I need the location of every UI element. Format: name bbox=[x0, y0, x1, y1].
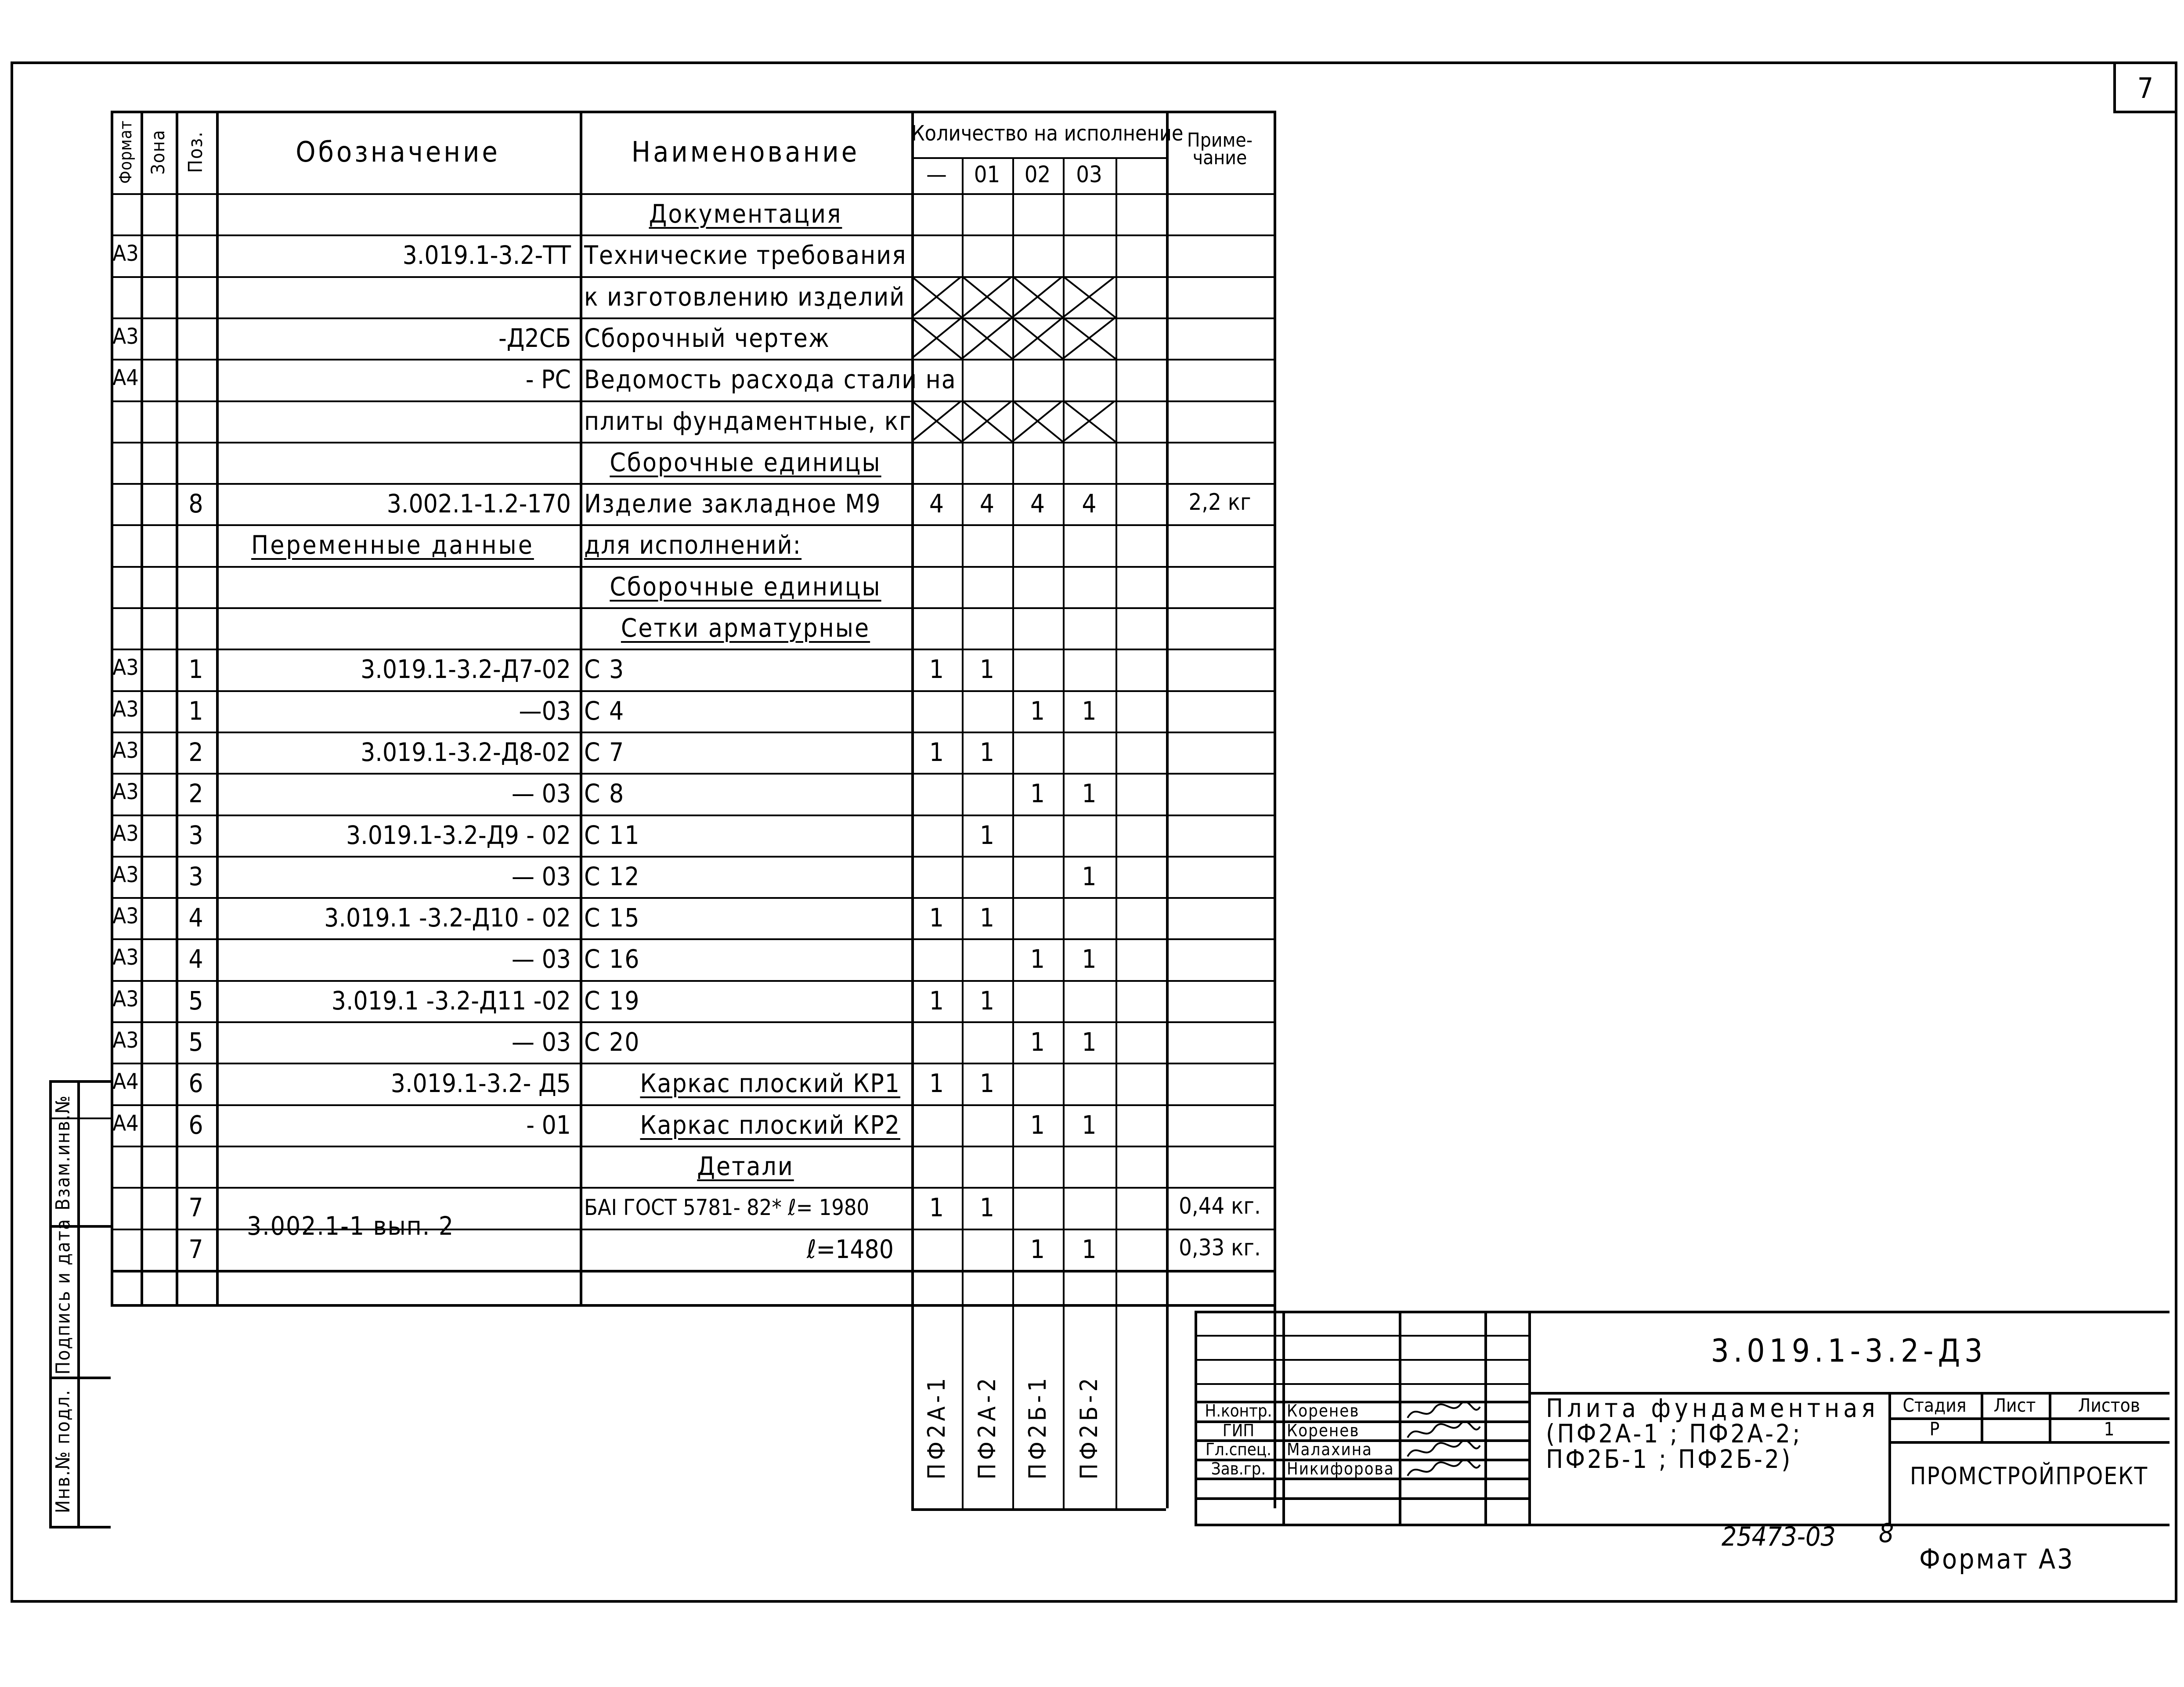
title-block-line bbox=[1399, 1311, 1401, 1524]
title-block-line bbox=[1484, 1311, 1487, 1524]
cell-pos: 1 bbox=[188, 696, 203, 726]
cell-name: для исполнений: bbox=[584, 530, 802, 560]
cell-note: 0,44 кг. bbox=[1179, 1193, 1261, 1219]
qty-header-divider bbox=[911, 157, 1166, 159]
table-column-line bbox=[141, 111, 143, 1304]
cell-pos: 6 bbox=[188, 1068, 203, 1098]
cell-name: Каркас плоский КР2 bbox=[640, 1110, 900, 1140]
table-row-line bbox=[111, 938, 1274, 940]
header-pos: Поз. bbox=[184, 131, 207, 173]
cross-out-mark bbox=[911, 317, 962, 359]
signer-name: Коренев bbox=[1287, 1401, 1360, 1420]
sheets-value: 1 bbox=[2104, 1418, 2115, 1440]
cell-designation: 3.019.1 -3.2-Д10 - 02 bbox=[324, 903, 571, 933]
header-quantity: Количество на исполнение bbox=[911, 121, 1184, 146]
side-stamp-line bbox=[77, 1080, 80, 1526]
side-stamp-label: Инв.№ подл. bbox=[52, 1389, 74, 1514]
side-stamp-label: Подпись и дата bbox=[52, 1218, 74, 1374]
cell-qty: 1 bbox=[979, 986, 995, 1016]
stage-label: Стадия bbox=[1902, 1395, 1967, 1416]
cell-pos: 5 bbox=[188, 986, 203, 1016]
cell-pos: 2 bbox=[188, 737, 203, 767]
cross-out-mark bbox=[1063, 276, 1115, 317]
header-designation: Обозначение bbox=[296, 136, 500, 169]
cell-qty: 1 bbox=[929, 903, 944, 933]
cell-name: С 4 bbox=[584, 696, 625, 726]
cell-name: Детали bbox=[697, 1151, 794, 1181]
variant-block-bottom bbox=[911, 1508, 1166, 1511]
cell-format: А4 bbox=[112, 1069, 139, 1094]
cell-qty: 4 bbox=[929, 489, 944, 519]
cell-designation: 3.019.1-3.2-ТТ bbox=[402, 240, 571, 270]
signature-mark bbox=[1403, 1456, 1482, 1482]
table-bottom-border bbox=[111, 1304, 1274, 1307]
side-stamp-line bbox=[49, 1526, 111, 1528]
header-note: Приме- чание bbox=[1187, 129, 1253, 169]
variant-label: ПФ2А-1 bbox=[922, 1374, 950, 1480]
table-row-line bbox=[111, 524, 1274, 526]
header-name: Наименование bbox=[631, 136, 860, 169]
cross-out-mark bbox=[1012, 276, 1063, 317]
cell-qty: 1 bbox=[1030, 696, 1045, 726]
cell-format: А3 bbox=[112, 944, 139, 970]
table-row-line bbox=[111, 483, 1274, 485]
cell-designation: - 01 bbox=[526, 1110, 571, 1140]
cell-designation: 3.019.1-3.2- Д5 bbox=[390, 1068, 571, 1098]
cell-designation: - РС bbox=[525, 364, 571, 394]
cell-pos: 7 bbox=[188, 1193, 203, 1222]
table-row-line bbox=[111, 607, 1274, 609]
cell-qty: 4 bbox=[1082, 489, 1097, 519]
header-qty-col: — bbox=[926, 162, 947, 188]
header-format: Формат bbox=[116, 120, 135, 184]
cell-qty: 1 bbox=[929, 986, 944, 1016]
stage-value: Р bbox=[1929, 1418, 1940, 1440]
cell-qty: 4 bbox=[979, 489, 995, 519]
signer-role: Зав.гр. bbox=[1211, 1459, 1266, 1478]
document-code: 3.019.1-3.2-Д3 bbox=[1711, 1332, 1987, 1369]
title-block-bottom bbox=[1195, 1524, 2170, 1526]
cell-format: А3 bbox=[112, 1027, 139, 1053]
title-block-line bbox=[1195, 1383, 1528, 1385]
cell-qty: 1 bbox=[979, 737, 995, 767]
cell-name: ℓ=1480 bbox=[806, 1234, 894, 1264]
cell-format: А3 bbox=[112, 779, 139, 804]
qty-column-line bbox=[1063, 157, 1065, 1508]
cell-designation: — 03 bbox=[511, 862, 571, 891]
cell-qty: 1 bbox=[1082, 696, 1097, 726]
cell-designation: — 03 bbox=[511, 779, 571, 808]
cell-pos: 4 bbox=[188, 944, 203, 974]
cell-designation: 3.019.1-3.2-Д9 - 02 bbox=[346, 820, 571, 850]
table-row-line bbox=[111, 234, 1274, 236]
cell-format: А3 bbox=[112, 986, 139, 1012]
table-row-line bbox=[111, 1146, 1274, 1147]
cell-qty: 1 bbox=[979, 903, 995, 933]
cell-qty: 1 bbox=[1082, 944, 1097, 974]
header-qty-col: 02 bbox=[1024, 162, 1051, 188]
cross-out-mark bbox=[1063, 400, 1115, 442]
title-block-line bbox=[1888, 1441, 2170, 1444]
header-zone: Зона bbox=[147, 129, 169, 175]
cross-out-mark bbox=[1012, 317, 1063, 359]
cell-name: плиты фундаментные, кг bbox=[584, 406, 912, 436]
cell-name: Ведомость расхода стали на bbox=[584, 364, 957, 394]
title-block-line bbox=[1195, 1497, 1528, 1500]
cell-designation-merged: 3.002.1-1 вып. 2 bbox=[247, 1211, 455, 1241]
table-row-line bbox=[111, 649, 1274, 650]
cell-format: А3 bbox=[112, 862, 139, 887]
cell-designation: 3.002.1-1.2-170 bbox=[386, 489, 571, 519]
table-row-line bbox=[111, 1187, 1274, 1189]
cell-format: А4 bbox=[112, 1110, 139, 1136]
cross-out-mark bbox=[911, 276, 962, 317]
cell-qty: 1 bbox=[1082, 1110, 1097, 1140]
cell-designation: —03 bbox=[519, 696, 571, 726]
cell-name: БАI ГОСТ 5781- 82* ℓ= 1980 bbox=[584, 1195, 870, 1220]
cell-name: С 15 bbox=[584, 903, 640, 933]
sheet-number: 7 bbox=[2137, 72, 2154, 105]
cell-name: Технические требования bbox=[584, 240, 907, 270]
cell-name: С 20 bbox=[584, 1027, 640, 1057]
cell-qty: 1 bbox=[1030, 1234, 1045, 1264]
cell-qty: 1 bbox=[1030, 1110, 1045, 1140]
title-block-top bbox=[1195, 1311, 2170, 1313]
cell-designation: 3.019.1 -3.2-Д11 -02 bbox=[331, 986, 571, 1016]
cell-name: Изделие закладное М9 bbox=[584, 489, 881, 519]
variant-label: ПФ2А-2 bbox=[973, 1374, 1001, 1480]
table-row-line bbox=[111, 1270, 1274, 1272]
format-label: Формат А3 bbox=[1919, 1543, 2075, 1575]
cell-designation: — 03 bbox=[511, 944, 571, 974]
cross-out-mark bbox=[911, 400, 962, 442]
cell-name: С 8 bbox=[584, 779, 625, 808]
table-row-line bbox=[111, 856, 1274, 858]
cell-pos: 8 bbox=[188, 489, 203, 519]
cell-name: Сборочные единицы bbox=[610, 572, 881, 602]
cell-qty: 1 bbox=[1030, 1027, 1045, 1057]
cross-out-mark bbox=[962, 276, 1012, 317]
cell-note: 2,2 кг bbox=[1188, 489, 1251, 515]
cell-name: Сетки арматурные bbox=[621, 613, 870, 643]
table-row-line bbox=[111, 897, 1274, 899]
signer-name: Коренев bbox=[1287, 1421, 1360, 1440]
title-block-line bbox=[1195, 1359, 1528, 1361]
sheet-label: Лист bbox=[1993, 1395, 2036, 1416]
cell-name: С 3 bbox=[584, 654, 625, 684]
cell-pos: 3 bbox=[188, 862, 203, 891]
product-title-line: ПФ2Б-1 ; ПФ2Б-2) bbox=[1546, 1444, 1793, 1474]
cell-format: А3 bbox=[112, 241, 139, 266]
cell-qty: 1 bbox=[1030, 944, 1045, 974]
cell-qty: 1 bbox=[979, 820, 995, 850]
signer-role: Н.контр. bbox=[1205, 1401, 1272, 1420]
cell-name: С 12 bbox=[584, 862, 640, 891]
cell-note: 0,33 кг. bbox=[1179, 1235, 1261, 1261]
variant-label: ПФ2Б-2 bbox=[1075, 1374, 1103, 1480]
table-row-line bbox=[111, 815, 1274, 816]
cell-qty: 1 bbox=[979, 1068, 995, 1098]
cell-qty: 4 bbox=[1030, 489, 1045, 519]
cell-designation: -Д2СБ bbox=[498, 323, 571, 353]
cell-name: С 7 bbox=[584, 737, 625, 767]
cell-pos: 5 bbox=[188, 1027, 203, 1057]
cell-format: А3 bbox=[112, 738, 139, 763]
cell-pos: 3 bbox=[188, 820, 203, 850]
archive-sheet: 8 bbox=[1879, 1518, 1894, 1549]
variant-label: ПФ2Б-1 bbox=[1023, 1374, 1051, 1480]
product-title-line: (ПФ2А-1 ; ПФ2А-2; bbox=[1546, 1419, 1802, 1449]
archive-number: 25473-03 bbox=[1722, 1521, 1836, 1552]
cell-pos: 4 bbox=[188, 903, 203, 933]
cell-qty: 1 bbox=[1082, 779, 1097, 808]
header-qty-col: 03 bbox=[1076, 162, 1102, 188]
cell-format: А3 bbox=[112, 324, 139, 349]
signer-role: ГИП bbox=[1222, 1421, 1255, 1440]
table-column-line bbox=[1274, 111, 1276, 1508]
cell-qty: 1 bbox=[1082, 1027, 1097, 1057]
table-row-line bbox=[111, 1104, 1274, 1106]
cell-name: Каркас плоский КР1 bbox=[640, 1068, 900, 1098]
table-row-line bbox=[111, 690, 1274, 692]
cross-out-mark bbox=[1012, 400, 1063, 442]
qty-column-line bbox=[1012, 157, 1014, 1508]
table-row-line bbox=[111, 1021, 1274, 1023]
cell-pos: 7 bbox=[188, 1234, 203, 1264]
sheet-number-box bbox=[2113, 61, 2177, 113]
cell-format: А3 bbox=[112, 903, 139, 929]
cell-format: А3 bbox=[112, 655, 139, 680]
table-row-line bbox=[111, 193, 1274, 195]
cell-name: Документация bbox=[649, 199, 842, 229]
cell-designation: — 03 bbox=[511, 1027, 571, 1057]
cell-pos: 1 bbox=[188, 654, 203, 684]
cell-format: А3 bbox=[112, 696, 139, 722]
title-block-line bbox=[1282, 1311, 1285, 1524]
cell-name: Сборочный чертеж bbox=[584, 323, 830, 353]
table-row-line bbox=[111, 1063, 1274, 1064]
cell-designation: 3.019.1-3.2-Д8-02 bbox=[361, 737, 571, 767]
organization-name: ПРОМСТРОЙПРОЕКТ bbox=[1910, 1462, 2148, 1490]
cross-out-mark bbox=[962, 317, 1012, 359]
table-top-border bbox=[111, 111, 1274, 113]
cell-qty: 1 bbox=[979, 654, 995, 684]
cell-format: А3 bbox=[112, 821, 139, 846]
table-row-line bbox=[111, 442, 1274, 443]
cell-designation: 3.019.1-3.2-Д7-02 bbox=[361, 654, 571, 684]
cell-qty: 1 bbox=[929, 654, 944, 684]
cell-qty: 1 bbox=[1082, 862, 1097, 891]
table-row-line bbox=[111, 359, 1274, 360]
qty-column-line bbox=[1115, 157, 1117, 1508]
title-block-line bbox=[1195, 1335, 1528, 1337]
cell-qty: 1 bbox=[929, 1068, 944, 1098]
cell-designation: Переменные данные bbox=[251, 530, 534, 560]
cell-name: С 16 bbox=[584, 944, 640, 974]
side-stamp-label: Взам.инв.№ bbox=[52, 1095, 74, 1211]
cell-qty: 1 bbox=[929, 1193, 944, 1222]
product-title-line: Плита фундаментная bbox=[1546, 1393, 1879, 1423]
cell-pos: 6 bbox=[188, 1110, 203, 1140]
cross-out-mark bbox=[1063, 317, 1115, 359]
table-row-line bbox=[111, 732, 1274, 733]
cell-qty: 1 bbox=[1030, 779, 1045, 808]
cross-out-mark bbox=[962, 400, 1012, 442]
cell-name: С 19 bbox=[584, 986, 640, 1016]
cell-pos: 2 bbox=[188, 779, 203, 808]
sheets-label: Листов bbox=[2078, 1395, 2141, 1416]
header-qty-col: 01 bbox=[974, 162, 1000, 188]
table-column-line bbox=[1166, 111, 1169, 1508]
signer-name: Никифорова bbox=[1287, 1459, 1394, 1478]
cell-qty: 1 bbox=[979, 1193, 995, 1222]
cell-name: С 11 bbox=[584, 820, 640, 850]
cell-name: к изготовлению изделий bbox=[584, 282, 906, 312]
signer-name: Малахина bbox=[1287, 1440, 1372, 1459]
cell-qty: 1 bbox=[929, 737, 944, 767]
cell-name: Сборочные единицы bbox=[610, 447, 881, 477]
signer-role: Гл.спец. bbox=[1206, 1440, 1271, 1459]
table-row-line bbox=[111, 980, 1274, 982]
table-row-line bbox=[111, 566, 1274, 568]
table-row-line bbox=[111, 773, 1274, 775]
cell-format: А4 bbox=[112, 365, 139, 390]
cell-qty: 1 bbox=[1082, 1234, 1097, 1264]
